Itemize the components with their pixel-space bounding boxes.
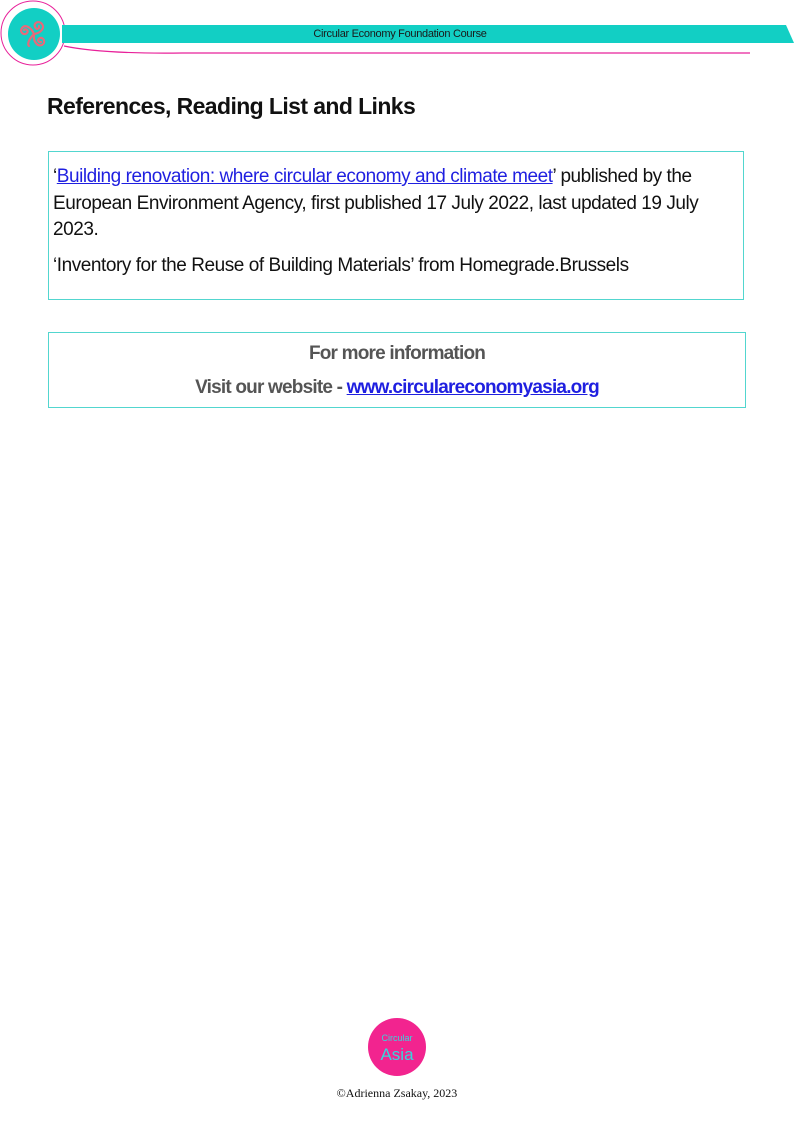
reference-description: ’ published by the European Environment Agency, first published 17 July 2022, last updated 19 July 2023.	[53, 166, 699, 240]
visit-website-label: Visit our website -	[195, 377, 347, 398]
logo-text-asia: Asia	[380, 1045, 414, 1064]
website-link[interactable]: www.circulareconomyasia.org	[346, 377, 599, 398]
info-heading: For more information	[308, 343, 486, 364]
logo-text-circular: Circular	[381, 1033, 413, 1043]
reference-open-quote: ‘	[53, 166, 57, 187]
reference-item-homegrade: ‘Inventory for the Reuse of Building Materials’ from Homegrade.Brussels	[53, 254, 629, 276]
course-title: Circular Economy Foundation Course	[313, 28, 487, 40]
references-box	[48, 151, 744, 300]
reference-item-eea	[53, 164, 739, 244]
circular-asia-logo	[366, 1016, 428, 1078]
more-information-box	[48, 332, 746, 408]
triskelion-spiral-logo-icon	[0, 0, 66, 68]
reference-link-building-renovation[interactable]: Building renovation: where circular economy and climate meet	[56, 166, 553, 187]
website-line	[49, 377, 745, 399]
header-decorative-line	[62, 44, 752, 56]
copyright: ©Adrienna Zsakay, 2023	[336, 1086, 458, 1100]
page-title: References, Reading List and Links	[47, 93, 416, 119]
